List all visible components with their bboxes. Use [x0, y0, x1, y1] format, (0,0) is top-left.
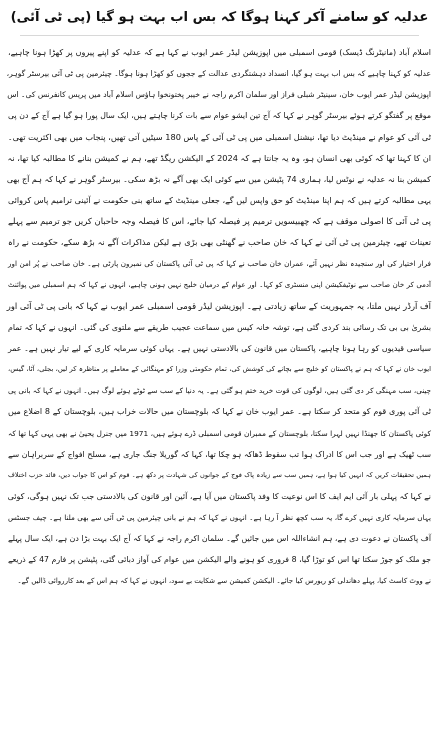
article-line: موقع پر گفتگو کرتے ہوئے بیرسٹر گوہر نے کہا کہ آج تین ایشو عوام سے بات کرنا چاہتے ہیں، ایک سال پورا ہو گیا ہے آج کے دن پی [8, 111, 431, 121]
article-line: یہی مطالبہ کرتے ہیں کہ ہم اپنا مینڈیٹ کو حق واپس لیں گے، جعلی مینڈیٹ کے ساتھ بنی حکومت نے آئینی ترامیم پاس کروائی [8, 195, 431, 205]
article-line: اپوزیشن لیڈر عمر ایوب خان، سینیٹر شبلی فراز اور سلمان اکرم راجہ نے خیبر پختونخوا ہاؤس اسلام آباد میں پریس کانفرنس کی۔ اس [7, 90, 431, 100]
article-line: آف آرڈر نہیں ملتا، یہ جمہوریت کے ساتھ زیادتی ہے۔ اپوزیشن لیڈر قومی اسمبلی عمر ایوب نے کہا کہ بانی پی ٹی آئی اور [6, 300, 431, 311]
article-line: بشریٰ بی بی تک رسائی بند کردی گئی ہے، توشہ خانہ کیس میں سماعت عجیب طریقے سے ملتوی کی گئی۔ انہوں نے کہا کہ تمام [8, 322, 431, 332]
article-line: یہاں سرمایہ کاری نہیں کرے گا، یہ سب کچھ نظر آ رہا ہے۔ انہوں نے کہا کہ ہم نے بانی چیئرمین پی ٹی آئی سے بھی ملنا ہے۔ چیف جسٹس [8, 513, 431, 523]
article-body [6, 42, 433, 592]
article-line: ایوب خان نے کہا کہ ہم نے پاکستان کو خلیج سے بچانے کی کوشش کی، تمام حکومتی وزرا کو مہنگائی کے معاملے پر مناظرہ کر لیں، بجلی، آٹا، گیس، [8, 365, 431, 374]
article-line: اسلام آباد (مانیٹرنگ ڈیسک) قومی اسمبلی میں اپوزیشن لیڈر عمر ایوب نے کہا ہے کہ عدلیہ کو اپنے پیروں پر کھڑا ہونا چاہیے، [8, 48, 431, 57]
article-line: کوئی پاکستان کا جھنڈا نہیں لہرا سکتا، بلوچستان کے ممبران قومی اسمبلی ڈرے ہوئے ہیں، 1971 میں جنرل یحییٰ نے بھی یہی کہا تھا کہ [8, 428, 431, 438]
article-line: فرار اختیار کی اور سنجیدہ نظر نہیں آئے، عمران خان صاحب نے کہا کہ پی ٹی آئی پاکستان کی نمبرون پارٹی ہے۔ خان صاحب نے پُر امن اور [8, 259, 431, 269]
article-line: جو ملک کو جوڑ سکتا تھا اس کو توڑا گیا، 8 فروری کو ہونے والے الیکشن میں عوام کی آواز دبائی گئی، پٹیشن پر فارم 47 کے ذریعے [8, 555, 431, 565]
article-line: نے ووٹ کاسٹ کیا، پہلے دھاندلی کو ریورس کیا جائے۔ الیکشن کمیشن سے شکایت بے سود، انہوں نے کہا کہ ہم اس کے بعد کارروائی ڈالیں گے۔ [17, 576, 431, 585]
headline-block [6, 4, 433, 33]
article-headline: عدلیہ کو سامنے آکر کہنا ہوگا کہ بس اب بہت ہو گیا (پی ٹی آئی) [10, 10, 429, 25]
article-line: ہمیں تحقیقات کریں کہ انہیں کیا ہوا ہے، ہمیں سب سے زیادہ پاک فوج کے جوانوں کی شہادت پر دکھ ہے۔ قوم کو اس کا جواب دیں، قائد حزب اختلاف [8, 470, 431, 479]
article-line: تعینات تھے، چیئرمین پی ٹی آئی نے کہا کہ خان صاحب نے گھنٹی بھی بڑی ہے لیکن مذاکرات آگے نہ بڑھ سکے، حکومت نے راہ [8, 237, 431, 248]
article-line: سیاسی قیدیوں کو رہا ہونا چاہیے، پاکستان میں قانون کی بالادستی نہیں ہے۔ یہاں کوئی سرمایہ کاری کے لیے تیار نہیں ہے۔ عمر [8, 343, 431, 353]
article-line: ٹی آئی پوری قوم کو متحد کر سکتا ہے۔ عمر ایوب خان نے کہا کہ بلوچستان میں حالات خراب ہیں، بلوچستان کے 8 اضلاع میں [8, 407, 432, 417]
headline-divider [20, 35, 419, 36]
article-line: آدمی کر خان صاحب سے نوٹیفکیشن اپنی منسٹری کو کہا۔ اور عوام کے درمیان خلیج نہیں ہونی چاہیے، انہوں نے کہا کہ ہم اسمبلی میں پوائنٹ [8, 280, 431, 289]
article-line: نے کہا کہ پہلی بار آئی ایم ایف کا اس نوعیت کا وفد پاکستان میں آیا ہے، آئین اور قانون کی بالادستی جب تک نہیں ہوگی، کوئی [7, 491, 431, 501]
article-line: چینی، سب مہنگی کر دی گئی ہیں، لوگوں کی قوت خرید ختم ہو گئی ہے۔ یہ دنیا کے سب سے ٹوٹے ہوئے لوگ ہیں۔ انہوں نے کہا کہ بانی پی [8, 386, 431, 396]
article-line: عدلیہ کو کہنا چاہیے کہ بس اب بہت ہو گیا، انسداد دہشتگردی عدالت کے ججوں کو کھڑا ہونا ہوگا۔ چیئرمین پی ٹی آئی بیرسٹر گوہر، [6, 69, 431, 79]
article-line: آف پاکستان نے دعوت دی ہے، ہم انشاءاللہ اس میں جائیں گے۔ سلمان اکرم راجہ نے کہا کہ آج ایک بہت بڑا دن ہے، ایک سال پہلے [8, 534, 431, 544]
article-line: سب ٹھیک ہے اور جب اس کا ادراک ہوا تب سقوط ڈھاکہ ہو چکا تھا، کہا کہ گوریلا جنگ جاری ہے، مسلح افواج کے سربراہان سے [8, 449, 431, 459]
article-line: ان کا کہنا تھا کہ کوئی بھی انسان ہو، وہ یہ جانتا ہے کہ 2024 کے الیکشن ریگڈ تھے، ہم نے کمیشن بنانے کا مطالبہ کیا تھا، نہ [7, 152, 431, 163]
article-line: کمیشن بنا نہ عدلیہ نے نوٹس لیا، ہماری 74 پٹیشن میں سے کوئی ایک بھی آگے نہ بڑھ سکی۔ بیرسٹر گوہر نے کہا کہ ہم آج بھی [6, 174, 431, 184]
article-line: پی ٹی آئی کا اصولی موقف ہے کہ چھبیسویں ترمیم پر فیصلہ کیا جائے، اس کا فیصلہ وجہ حاحبان کریں جو ترمیم سے پہلے [8, 216, 431, 227]
article-line: ٹی آئی کو عوام نے مینڈیٹ دیا تھا، نیشنل اسمبلی میں پی ٹی آئی کے پاس 180 سیٹیں آتی تھیں، پنجاب میں بھی اکثریت تھی۔ [7, 131, 431, 142]
